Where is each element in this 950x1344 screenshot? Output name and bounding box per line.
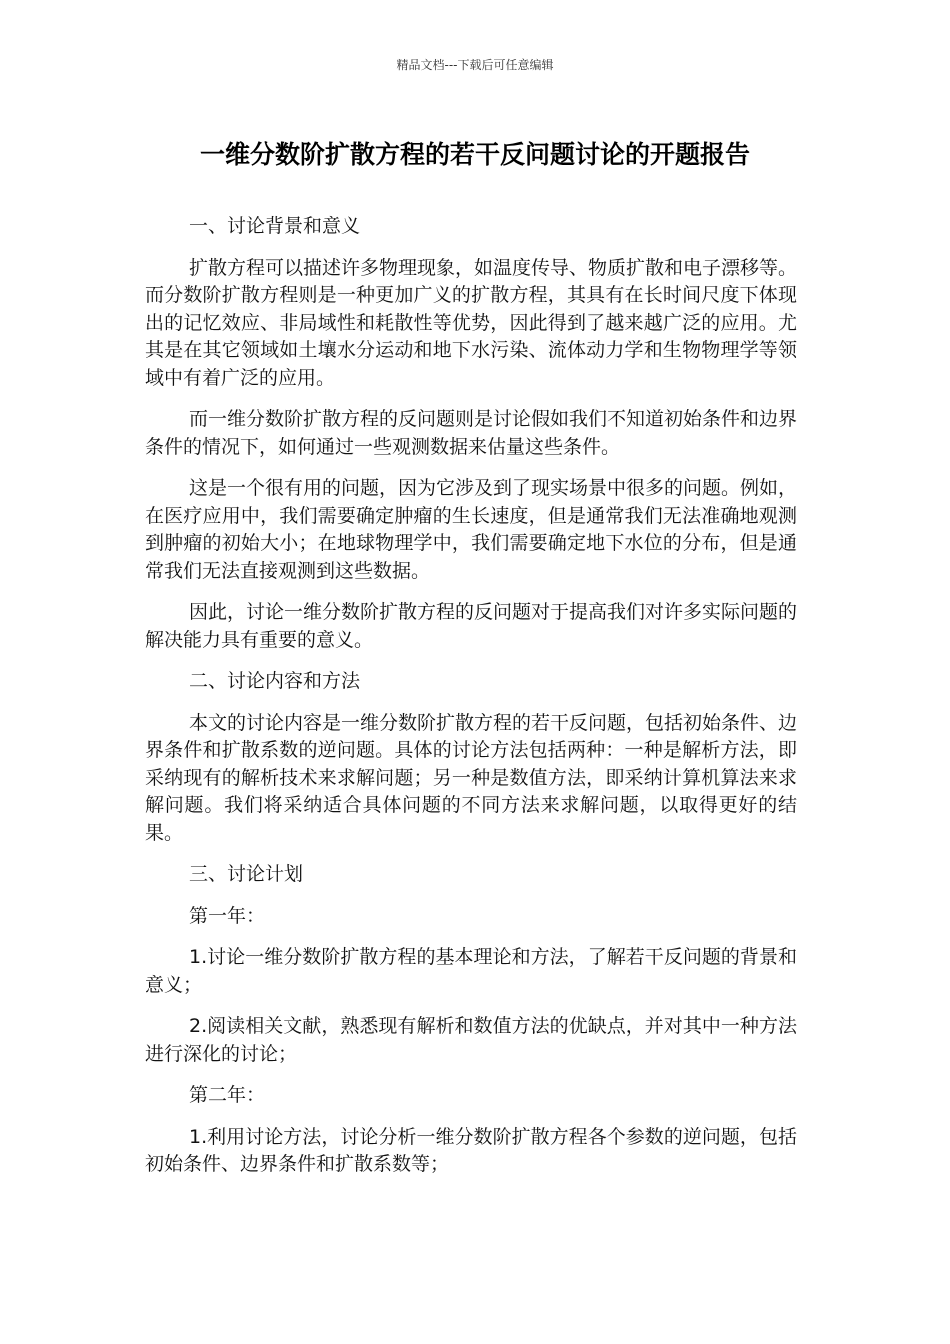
page-watermark-header: 精品文档---下载后可任意编辑 [396, 58, 554, 72]
document-body [145, 213, 797, 1193]
paragraph-inverse-problem-definition: 而一维分数阶扩散方程的反问题则是讨论假如我们不知道初始条件和边界条件的情况下，如何通过一些观测数据来估量这些条件。 [145, 408, 798, 458]
paragraph-applications: 这是一个很有用的问题，因为它涉及到了现实场景中很多的问题。例如，在医疗应用中，我们需要确定肿瘤的生长速度，但是通常我们无法准确地观测到肿瘤的初始大小；在地球物理学中，我们需要确定地下水位的分布，但是通常我们无法直接观测到这些数据。 [145, 477, 798, 582]
plan-year-one-label: 第一年： [189, 904, 266, 927]
plan-year-two-item-1: 1.利用讨论方法，讨论分析一维分数阶扩散方程各个参数的逆问题，包括初始条件、边界条件和扩散系数等； [145, 1125, 797, 1175]
section-heading-content-methods: 二、讨论内容和方法 [189, 670, 361, 692]
paragraph-diffusion-intro: 扩散方程可以描述许多物理现象，如温度传导、物质扩散和电子漂移等。而分数阶扩散方程则是一种更加广义的扩散方程，其具有在长时间尺度下体现出的记忆效应、非局域性和耗散性等优势，因此得到了越来越广泛的应用。尤其是在其它领域如土壤水分运动和地下水污染、流体动力学和生物物理学等领域中有着广泛的应用。 [145, 256, 798, 389]
section-heading-plan: 三、讨论计划 [189, 863, 304, 885]
document-title: 一维分数阶扩散方程的若干反问题讨论的开题报告 [199, 140, 750, 169]
plan-year-one-item-2: 2.阅读相关文献，熟悉现有解析和数值方法的优缺点，并对其中一种方法进行深化的讨论； [145, 1015, 797, 1065]
paragraph-content-methods: 本文的讨论内容是一维分数阶扩散方程的若干反问题，包括初始条件、边界条件和扩散系数的逆问题。具体的讨论方法包括两种：一种是解析方法，即采纳现有的解析技术来求解问题；另一种是数值方法，即采纳计算机算法来求解问题。我们将采纳适合具体问题的不同方法来求解问题，以取得更好的结果。 [145, 711, 798, 844]
plan-year-one-item-1: 1.讨论一维分数阶扩散方程的基本理论和方法，了解若干反问题的背景和意义； [145, 946, 797, 996]
plan-year-two-label: 第二年： [189, 1084, 266, 1106]
paragraph-significance: 因此，讨论一维分数阶扩散方程的反问题对于提高我们对许多实际问题的解决能力具有重要的意义。 [145, 601, 798, 651]
section-heading-background: 一、讨论背景和意义 [189, 215, 361, 237]
